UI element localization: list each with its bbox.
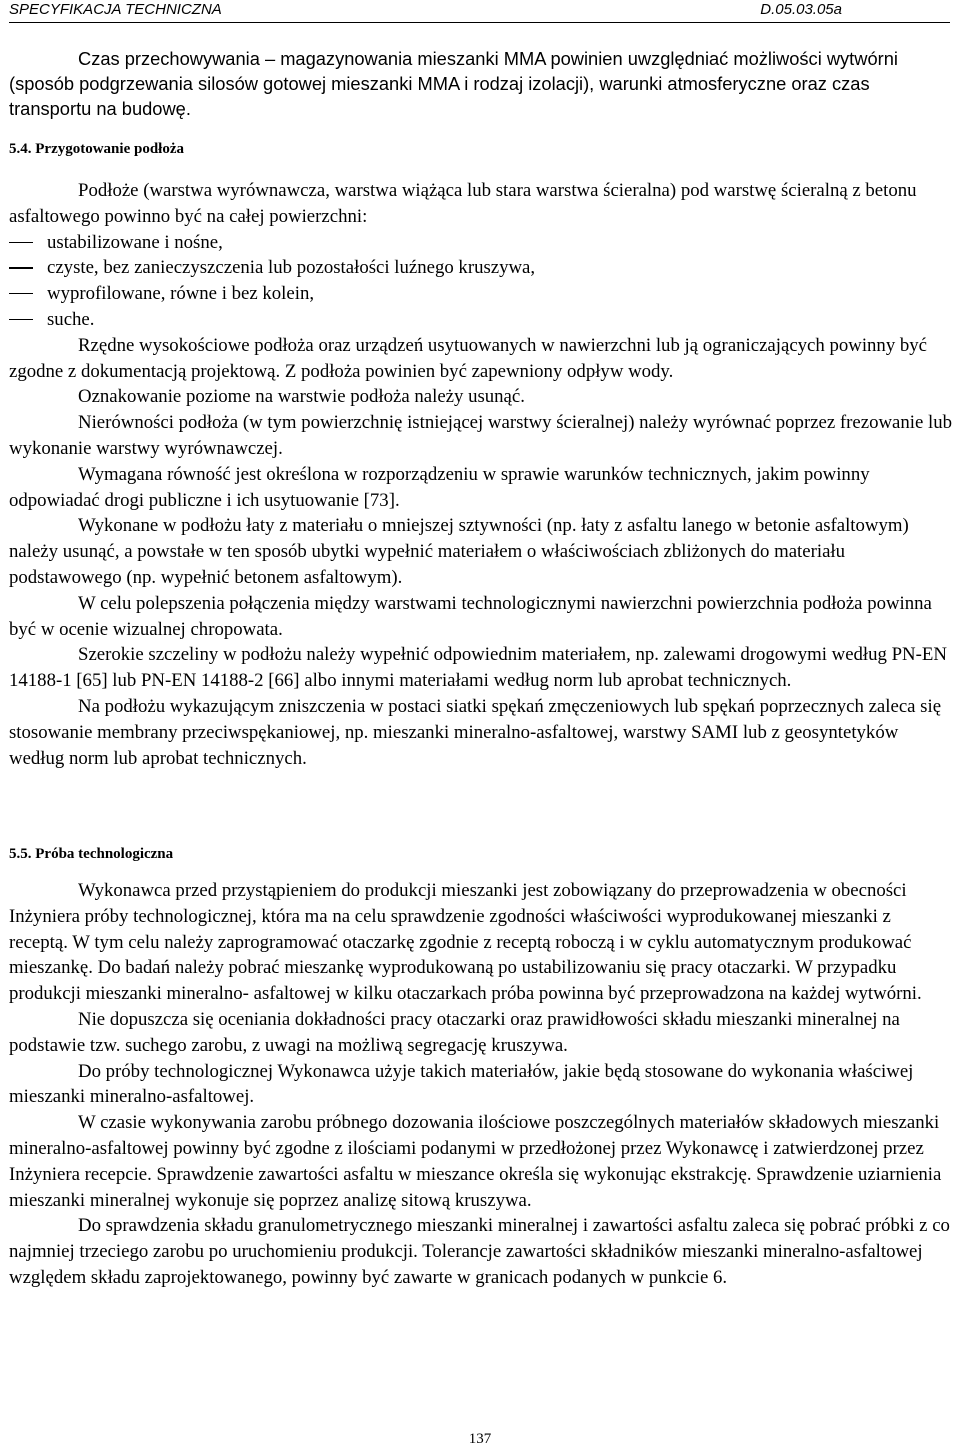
paragraph: Nierówności podłoża (w tym powierzchnię istniejącej warstwy ścieralnej) należy wyrównać poprzez frezowanie lub wykonanie warstwy wyrównawczej. [9, 412, 953, 459]
header-document-code: D.05.03.05a [760, 1, 842, 18]
list-item: ustabilizowane i nośne, [9, 230, 954, 256]
header-document-title: SPECYFIKACJA TECHNICZNA [9, 1, 222, 18]
paragraph: Nie dopuszcza się oceniania dokładności pracy otaczarki oraz prawidłowości składu mieszanki mineralnej na podstawie tzw. suchego zarobu, z uwagi na możliwą segregację kruszywa. [9, 1008, 900, 1056]
section-heading-5-4: 5.4. Przygotowanie podłoża [9, 141, 184, 157]
list-item: czyste, bez zanieczyszczenia lub pozostałości luźnego kruszywa, [9, 255, 954, 281]
intro-section [9, 46, 954, 122]
intro-paragraph: Czas przechowywania – magazynowania mieszanki MMA powinien uwzględniać możliwości wytwórni (sposób podgrzewania silosów gotowej mieszanki MMA i rodzaj izolacji), warunki atmosferyczne oraz czas transportu na budowę. [9, 48, 898, 120]
list-item: suche. [9, 307, 954, 333]
page-header [9, 0, 950, 23]
paragraph: Na podłożu wykazującym zniszczenia w postaci siatki spękań zmęczeniowych lub spękań poprzecznych zaleca się stosowanie membrany przeciwspękaniowej, np. mieszanki mineralno-asfaltowej, warstwy SAMI lub z geosyntetyków według norm lub aprobat technicznych. [9, 695, 942, 769]
section-5-5-body [9, 878, 954, 1291]
list-item: wyprofilowane, równe i bez kolein, [9, 281, 954, 307]
dash-bullet-icon [9, 267, 33, 268]
paragraph: Wykonane w podłożu łaty z materiału o mniejszej sztywności (np. łaty z asfaltu lanego w betonie asfaltowym) należy usunąć, a powstałe w ten sposób ubytki wypełnić materiałem o właściwościach zbliżonych do materiału podstawowego (np. wypełnić betonem asfaltowym). [9, 515, 909, 588]
section-5-4-body [9, 178, 954, 771]
page-number: 137 [468, 1431, 492, 1447]
paragraph: Podłoże (warstwa wyrównawcza, warstwa wiążąca lub stara warstwa ścieralna) pod warstwę ścieralną z betonu asfaltowego powinno być na całej powierzchni: [9, 180, 917, 227]
section-heading-5-5: 5.5. Próba technologiczna [9, 846, 174, 862]
dash-bullet-icon [9, 319, 33, 320]
paragraph: Rzędne wysokościowe podłoża oraz urządzeń usytuowanych w nawierzchni lub ją ograniczających powinny być zgodne z dokumentacją projektową. Z podłoża powinien być zapewniony odpływ wody. [9, 334, 928, 382]
paragraph: Do sprawdzenia składu granulometrycznego mieszanki mineralnej i zawartości asfaltu zaleca się pobrać próbki z co najmniej trzeciego zarobu po uruchomieniu produkcji. Tolerancje zawartości składników mieszanki mineralno-asfaltowej względem składu zaprojektowanego, powinny być zawarte w granicach podanych w punkcie 6. [9, 1215, 950, 1288]
paragraph: Szerokie szczeliny w podłożu należy wypełnić odpowiednim materiałem, np. zalewami drogowymi według PN-EN 14188-1 [65] lub PN-EN 14188-2 [66] albo innymi materiałami według norm lub aprobat technicznych. [9, 644, 947, 692]
paragraph: W celu polepszenia połączenia między warstwami technologicznymi nawierzchni powierzchnia podłoża powinna być w ocenie wizualnej chropowata. [9, 592, 932, 640]
paragraph: Do próby technologicznej Wykonawca użyje takich materiałów, jakie będą stosowane do wykonania właściwej mieszanki mineralno-asfaltowej. [9, 1060, 914, 1108]
paragraph: Wymagana równość jest określona w rozporządzeniu w sprawie warunków technicznych, jakim powinny odpowiadać drogi publiczne i ich usytuowanie [73]. [9, 463, 870, 511]
paragraph: W czasie wykonywania zarobu próbnego dozowania ilościowe poszczególnych materiałów składowych mieszanki mineralno-asfaltowej powinny być zgodne z ilościami podanymi w przedłożonej przez Wykonawcę i zatwierdzonej przez Inżyniera recepcie. Sprawdzenie zawartości asfaltu w mieszance określa się wykonując ekstrakcję. Sprawdzenie uziarnienia mieszanki mineralnej wykonuje się poprzez analizę sitową kruszywa. [9, 1112, 942, 1211]
paragraph: Wykonawca przed przystąpieniem do produkcji mieszanki jest zobowiązany do przeprowadzenia w obecności Inżyniera próby technologicznej, która ma na celu sprawdzenie zgodności właściwości wyprodukowanej mieszanki z receptą. W tym celu należy zaprogramować otaczarkę zgodnie z receptą roboczą i w cyklu automatycznym produkować mieszankę. Do badań należy pobrać mieszankę wyprodukowaną po ustabilizowaniu się pracy otaczarki. W przypadku produkcji mieszanki mineralno- asfaltowej w kilku otaczarkach próba powinna być przeprowadzona na każdej wytwórni. [9, 880, 922, 1005]
paragraph: Oznakowanie poziome na warstwie podłoża należy usunąć. [78, 386, 525, 408]
dash-bullet-icon [9, 293, 33, 294]
dash-bullet-icon [9, 242, 33, 243]
requirements-list [9, 230, 954, 333]
